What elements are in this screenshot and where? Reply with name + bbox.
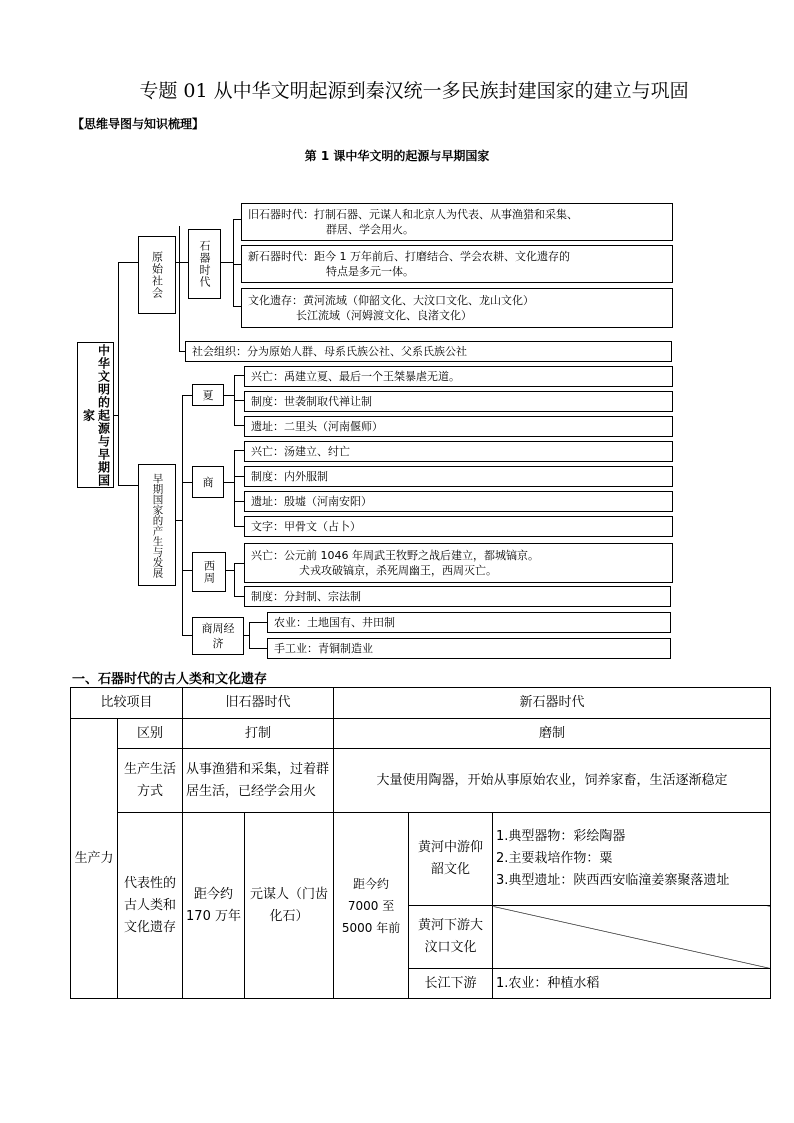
connector [221, 262, 233, 263]
node-text: 制度：内外服制 [251, 470, 328, 483]
node-paleolithic [241, 203, 673, 241]
lesson-title: 第 1 课中华文明的起源与早期国家 [304, 149, 490, 163]
connector [249, 648, 267, 649]
node-label: 商周经济 [201, 622, 235, 650]
node-text: 犬戎攻破镐京，杀死周幽王，西周灭亡。 [299, 564, 497, 577]
node-text: 农业：土地国有、井田制 [274, 616, 395, 629]
table-cell: 距今约 170 万年 [183, 813, 245, 999]
connector [249, 622, 267, 623]
node-shang-site [244, 491, 673, 512]
node-label: 夏 [202, 388, 214, 402]
node-text: 文字：甲骨文（占卜） [251, 520, 361, 533]
table-row [71, 688, 771, 719]
node-text: 社会组织：分为原始人群、母系氏族公社、父系氏族公社 [192, 345, 467, 358]
connector [233, 264, 241, 265]
node-xia-site [244, 416, 673, 437]
connector [182, 395, 183, 635]
list-item: 2.主要栽培作物：粟 [496, 851, 613, 866]
node-text: 制度：世袭制取代禅让制 [251, 395, 372, 408]
table-header: 比较项目 [71, 688, 183, 719]
connector [179, 226, 180, 352]
connector [182, 570, 192, 571]
table-cell: 1.农业：种植水稻 [493, 969, 771, 999]
table-header: 旧石器时代 [183, 688, 334, 719]
node-neolithic [241, 245, 673, 283]
connector [234, 400, 244, 401]
node-shang-rise [244, 441, 673, 462]
connector [118, 485, 138, 486]
node-econ-agriculture [267, 612, 671, 633]
connector [233, 219, 241, 220]
section-tag: 【思维导图与知识梳理】 [72, 117, 205, 131]
row-group-label: 生产力 [71, 719, 118, 999]
node-text: 特点是多元一体。 [326, 265, 414, 278]
node-text: 兴亡：公元前 1046 年周武王牧野之战后建立，都城镐京。 [251, 549, 539, 562]
connector [234, 563, 244, 564]
connector [118, 262, 138, 263]
node-label: 早期国家的产生与发展 [151, 472, 164, 578]
node-text: 兴亡：汤建立、纣亡 [251, 445, 350, 458]
node-text: 手工业：青铜制造业 [274, 642, 373, 655]
node-label: 商 [202, 475, 214, 489]
mindmap-root [77, 342, 114, 488]
connector [234, 596, 244, 597]
list-item: 3.典型遗址：陕西西安临潼姜寨聚落遗址 [496, 873, 730, 888]
table-cell: 黄河下游大汶口文化 [409, 906, 493, 969]
connector [234, 501, 244, 502]
connector [226, 570, 234, 571]
table-cell: 黄河中游仰韶文化 [409, 813, 493, 906]
node-shang-system [244, 466, 673, 487]
table-cell: 打制 [183, 719, 334, 749]
connector [233, 306, 241, 307]
connector [179, 262, 188, 263]
connector [182, 482, 192, 483]
connector [224, 482, 234, 483]
section-heading: 一、石器时代的古人类和文化遗存 [72, 672, 268, 687]
node-econ-handicraft [267, 638, 671, 659]
node-text: 遗址：二里头（河南偃师） [251, 420, 383, 433]
node-label: 石器时代 [198, 240, 211, 288]
node-wz-system [244, 586, 671, 607]
connector [118, 262, 119, 485]
node-text: 长江流域（河姆渡文化、良渚文化） [296, 309, 472, 322]
node-text: 遗址：殷墟（河南安阳） [251, 495, 372, 508]
connector [182, 395, 192, 396]
node-western-zhou [192, 552, 226, 592]
comparison-table [70, 687, 771, 999]
list-item: 1.典型器物：彩绘陶器 [496, 829, 626, 844]
connector [234, 375, 244, 376]
connector [234, 563, 235, 596]
node-shang [192, 466, 224, 498]
table-row [71, 719, 771, 749]
table-cell: 区别 [118, 719, 183, 749]
connector [234, 526, 244, 527]
node-text: 旧石器时代：打制石器、元谋人和北京人为代表、从事渔猎和采集、 [248, 208, 578, 221]
node-social-organization [185, 341, 672, 362]
node-text: 新石器时代：距今 1 万年前后、打磨结合、学会农耕、文化遗存的 [248, 250, 570, 263]
table-row [71, 749, 771, 813]
node-primitive-society [138, 236, 176, 314]
node-xia-rise [244, 366, 673, 387]
connector [234, 476, 244, 477]
table-cell: 代表性的古人类和文化遗存 [118, 813, 183, 999]
node-text: 兴亡：禹建立夏、最后一个王桀暴虐无道。 [251, 370, 460, 383]
table-cell: 生产生活方式 [118, 749, 183, 813]
node-wz-rise [244, 543, 673, 583]
node-text: 制度：分封制、宗法制 [251, 590, 361, 603]
connector [234, 425, 244, 426]
table-cell: 大量使用陶器，开始从事原始农业，饲养家畜，生活逐渐稳定 [334, 749, 771, 813]
connector [234, 450, 235, 526]
node-early-states [138, 464, 176, 586]
table-cell: 元谋人（门齿化石） [245, 813, 334, 999]
connector [249, 622, 250, 648]
node-text: 文化遗存：黄河流域（仰韶文化、大汶口文化、龙山文化） [248, 294, 534, 307]
connector [182, 635, 192, 636]
mindmap-root-label: 中华文明的起源与早期国家 [81, 343, 111, 487]
node-xia [192, 384, 224, 406]
node-label: 原始社会 [150, 251, 164, 299]
connector [224, 395, 234, 396]
connector [233, 219, 234, 306]
table-cell: 长江下游 [409, 969, 493, 999]
table-cell-empty [493, 906, 771, 969]
node-xia-system [244, 391, 673, 412]
table-row [71, 813, 771, 906]
table-header: 新石器时代 [334, 688, 771, 719]
page-title: 专题 01 从中华文明起源到秦汉统一多民族封建国家的建立与巩固 [139, 80, 689, 102]
table-cell [493, 813, 771, 906]
node-label: 西周 [202, 560, 216, 584]
node-shang-script [244, 516, 673, 537]
node-stone-age [188, 229, 221, 299]
node-cultural-remains [241, 288, 673, 328]
node-economy [192, 617, 244, 655]
table-cell: 距今约 7000 至 5000 年前 [334, 813, 409, 999]
table-cell: 从事渔猎和采集，过着群居生活，已经学会用火 [183, 749, 334, 813]
connector [234, 450, 244, 451]
node-text: 群居、学会用火。 [326, 223, 414, 236]
table-cell: 磨制 [334, 719, 771, 749]
